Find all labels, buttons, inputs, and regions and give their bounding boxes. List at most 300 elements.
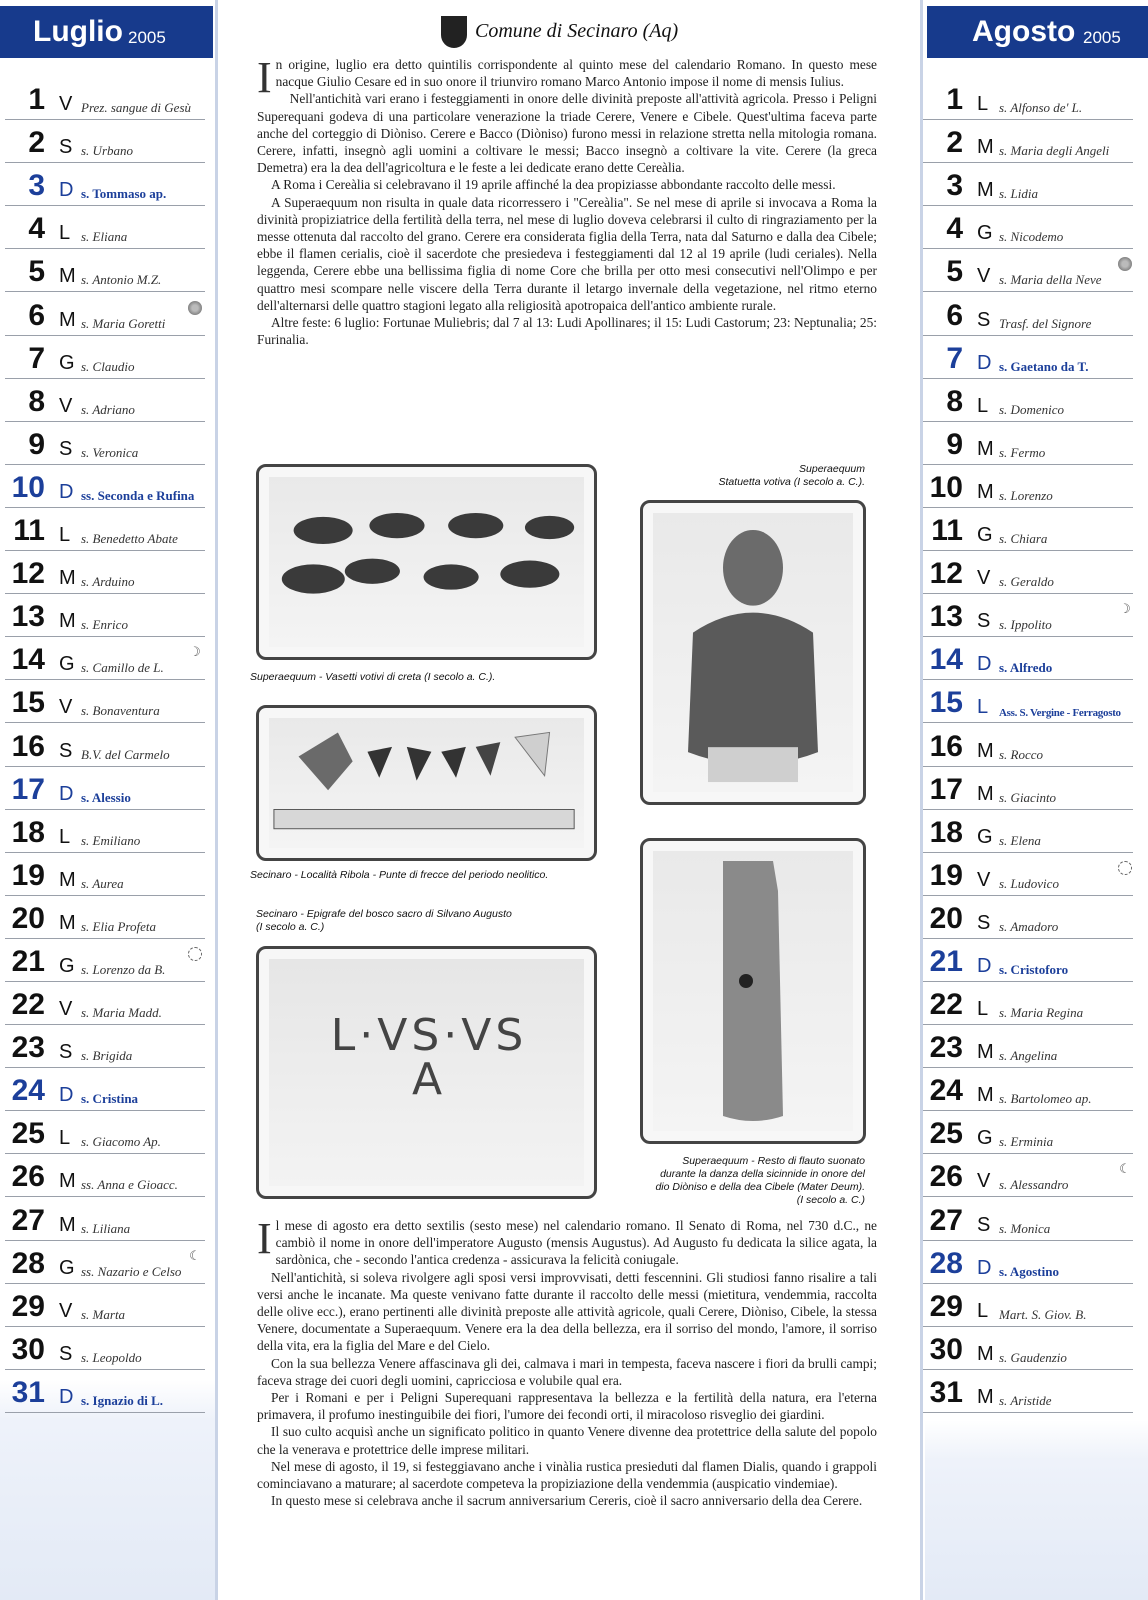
weekday-letter: L [977, 696, 989, 719]
day-number: 18 [11, 815, 45, 849]
photo-vessels [256, 464, 597, 660]
day-number: 1 [28, 83, 45, 117]
saint-name: s. Agostino [999, 1263, 1059, 1279]
saint-name: s. Rocco [999, 746, 1044, 762]
left-divider [215, 0, 218, 1600]
paragraph [257, 1214, 877, 1269]
weekday-letter: G [59, 653, 75, 676]
weekday-letter: D [977, 351, 992, 374]
july-column [0, 0, 215, 1600]
saint-name: s. Benedetto Abate [81, 531, 178, 547]
vessels-image [269, 477, 584, 647]
day-number: 8 [946, 384, 963, 418]
day-number: 2 [28, 126, 45, 160]
calendar-day [5, 1327, 205, 1370]
crest-icon [441, 16, 467, 48]
calendar-day [923, 1197, 1133, 1240]
day-number: 6 [28, 298, 45, 332]
day-number: 23 [11, 1031, 45, 1065]
saint-name: s. Claudio [81, 358, 135, 374]
august-column [925, 0, 1148, 1600]
day-number: 18 [929, 815, 963, 849]
saint-name: s. Cristoforo [999, 961, 1069, 977]
saint-name: s. Geraldo [999, 574, 1054, 590]
weekday-letter: L [59, 825, 71, 848]
month-name: Luglio [33, 15, 123, 48]
paragraph-text: Nell'antichità, si soleva rivolgere agli sposi versi improvvisati, detti fescennini. Gli studiosi fanno risalire a tali versi anche le incanate. Ma queste venivano fatte durante il raccolto delle messi (mietitura, vendemmia, raccolta delle olive ecc.), erano pertinenti alle divinità preposte alle attività agricole, quali Cerere, Diòniso, Cibele, la stessa Venere, documentate a Superaequum. Venere era la dea della bellezza, era il sorriso del mondo, l'amore, il sorriso della vita, era la figlia del Mare e del Cielo. [257, 1269, 877, 1354]
paragraph-text: Con la sua bellezza Venere affascinava gli dei, calmava i mari in tempesta, faceva nascere i fiori da brulli campi; faceva strage dei cuori degli uomini, capricciosa e volubile qual era. [257, 1355, 877, 1388]
paragraph-text: A Superaequum non risulta in quale data ricorressero i "Cereàlia". Se nel mese di aprile si invocava a Roma la divinità propiziatrice della fertilità della terra, nel mese di luglio doveva celebrarsi il culto di ringraziamento per la messe ottenuta dal raccolto del grano. Cerere era considerata figlia della Terra, nata dal Saturno e dalla dea Cibele; ebbe il flamen cerialis, cioè il sacerdote che presiedeva i festeggiamenti dal 12 al 19 aprile (ludi ceriales). Nella leggenda, Cerere ebbe una bellissima figlia di nome Core che brilla per otto mesi consecutivi nell'Olimpo e per quattro mesi scompare nelle viscere della Terra durante il letargo invernale della vegetazione, nel ritmo eterno dell'alternarsi delle quattro stagioni legato alla religiosità apotropaica dell'antico ambiente rurale. [257, 194, 877, 313]
august-day-list [923, 77, 1133, 1413]
july-header [0, 6, 213, 58]
weekday-letter: M [59, 1213, 76, 1236]
day-number: 20 [929, 901, 963, 935]
saint-name: s. Maria degli Angeli [999, 143, 1110, 159]
weekday-letter: M [977, 739, 994, 762]
weekday-letter: M [977, 480, 994, 503]
saint-name: s. Aurea [81, 875, 124, 891]
calendar-day [923, 1370, 1133, 1413]
weekday-letter: D [59, 1084, 74, 1107]
calendar-day [923, 853, 1133, 896]
statuette-image [653, 513, 853, 792]
calendar-day [5, 767, 205, 810]
weekday-letter: D [59, 179, 74, 202]
day-number: 14 [11, 643, 45, 677]
photo-arrowheads [256, 705, 597, 861]
calendar-day [5, 1284, 205, 1327]
weekday-letter: M [59, 1170, 76, 1193]
saint-name: s. Marta [81, 1306, 126, 1322]
saint-name: s. Adriano [81, 401, 135, 417]
paragraph-text: Nell'antichità vari erano i festeggiamenti in onore delle divinità preposte all'attività agricola. Presso i Peligni Superequani godeva di una particolare venerazione la triade Cerere, Venere e Cibele. Quest'ultima faceva parte anche del corteggio di Diòniso. Cerere e Bacco (Diòniso) furono messi in relazione stretta nella mitologia romana. Cerere, infatti, insegnò agli uomini a coltivare le messi; Bacco insegnò a coltivare la vite. Cerere (la greca Demetra) era la dea dell'agricoltura e le feste a lei dedicate erano dette Cereàlia. [257, 91, 877, 176]
saint-name: s. Alfonso de' L. [999, 100, 1083, 116]
day-number: 12 [11, 557, 45, 591]
saint-name: s. Veronica [81, 444, 139, 460]
saint-name: s. Alfredo [999, 660, 1053, 676]
calendar-day [923, 1327, 1133, 1370]
day-number: 11 [931, 514, 963, 548]
saint-name: s. Chiara [999, 531, 1048, 547]
last-quarter-moon-icon: ☾ [1119, 1161, 1131, 1177]
day-number: 28 [929, 1246, 963, 1280]
month-name: Agosto [972, 15, 1076, 48]
calendar-day [923, 120, 1133, 163]
weekday-letter: S [59, 136, 73, 159]
weekday-letter: S [977, 1213, 991, 1236]
day-number: 5 [946, 255, 963, 289]
calendar-day [923, 422, 1133, 465]
calendar-day [923, 680, 1133, 723]
day-number: 17 [11, 772, 45, 806]
saint-name: ss. Anna e Gioacc. [81, 1177, 178, 1193]
calendar-day [923, 551, 1133, 594]
paragraph-text: Nel mese di agosto, il 19, si festeggiavano anche i vinàlia rustica presieduti dal flamen Dialis, quando i grappoli cominciavano a maturare; al sacerdote competeva la propiziazione della vendemmia (auspicatio vindemiae). [257, 1458, 877, 1492]
day-number: 10 [929, 470, 963, 504]
calendar-day [5, 723, 205, 766]
paragraph [257, 194, 877, 314]
day-number: 2 [946, 126, 963, 160]
saint-name: s. Maria Goretti [81, 315, 166, 331]
paragraph-text: l mese di agosto era detto sextilis (sesto mese) nel calendario romano. Il Senato di Roma, nel 730 d.C., ne cambiò il nome in onore dell'imperatore Augusto (mensis Augustus). Ad Augusto fu dedicata la silice agata, la sardònica, che - secondo l'antica credenza - assicurava la felicità coniugale. [275, 1218, 877, 1268]
paragraph [257, 90, 877, 176]
weekday-letter: D [59, 1385, 74, 1408]
day-number: 4 [946, 212, 963, 246]
calendar-day [5, 292, 205, 335]
saint-name: s. Maria della Neve [999, 272, 1102, 288]
calendar-day [923, 1025, 1133, 1068]
day-number: 15 [11, 686, 45, 720]
caption-epigraph: Secinaro - Epigrafe del bosco sacro di Silvano Augusto (I secolo a. C.) [256, 908, 512, 933]
saint-name: s. Lidia [999, 186, 1039, 202]
saint-name: ss. Seconda e Rufina [81, 487, 195, 503]
calendar-day [5, 206, 205, 249]
calendar-day [5, 77, 205, 120]
day-number: 28 [11, 1246, 45, 1280]
calendar-day [923, 939, 1133, 982]
weekday-letter: G [59, 351, 75, 374]
saint-name: s. Urbano [81, 143, 134, 159]
calendar-day [923, 508, 1133, 551]
weekday-letter: S [977, 610, 991, 633]
calendar-day [5, 853, 205, 896]
august-article [257, 1214, 877, 1509]
day-number: 30 [929, 1332, 963, 1366]
weekday-letter: L [59, 524, 71, 547]
weekday-letter: L [59, 222, 71, 245]
day-number: 16 [929, 729, 963, 763]
saint-name: s. Camillo de L. [81, 660, 164, 676]
first-quarter-moon-icon: ☽ [1119, 601, 1131, 617]
july-article [257, 53, 877, 348]
weekday-letter: G [977, 825, 993, 848]
paragraph-text: Altre feste: 6 luglio: Fortunae Muliebris; dal 7 al 13: Ludi Apollinares; il 15: Ludi Castorum; 23: Neptunalia; 25: Furinalia. [257, 315, 877, 348]
calendar-day [5, 982, 205, 1025]
saint-name: s. Arduino [81, 574, 135, 590]
paragraph-text: n origine, luglio era detto quintilis corrispondente al quinto mese del calendario Romano. In questo mese nacque Giulio Cesare ed in suo onore il triunviro romano Marco Antonio impose il nome di mensis Iulius. [275, 57, 877, 90]
saint-name: s. Erminia [999, 1134, 1054, 1150]
calendar-day [923, 767, 1133, 810]
calendar-day [923, 292, 1133, 335]
calendar-day [5, 1197, 205, 1240]
calendar-day [923, 896, 1133, 939]
paragraph [257, 1355, 877, 1389]
saint-name: ss. Nazario e Celso [81, 1263, 182, 1279]
calendar-day [5, 939, 205, 982]
first-quarter-moon-icon: ☽ [189, 644, 201, 660]
calendar-day [5, 249, 205, 292]
day-number: 31 [929, 1375, 963, 1409]
day-number: 24 [11, 1074, 45, 1108]
weekday-letter: M [59, 911, 76, 934]
saint-name: s. Monica [999, 1220, 1051, 1236]
caption-statuette: Superaequum Statuetta votiva (I secolo a. C.). [718, 463, 865, 488]
saint-name: s. Ignazio di L. [81, 1392, 163, 1408]
month-year: 2005 [1083, 28, 1121, 47]
day-number: 26 [11, 1160, 45, 1194]
day-number: 19 [929, 858, 963, 892]
saint-name: s. Elena [999, 832, 1041, 848]
day-number: 29 [929, 1289, 963, 1323]
saint-name: s. Nicodemo [999, 229, 1064, 245]
calendar-day [923, 1068, 1133, 1111]
drop-cap: I [257, 53, 272, 102]
day-number: 1 [946, 83, 963, 117]
weekday-letter: L [977, 1299, 989, 1322]
saint-name: s. Maria Madd. [81, 1005, 162, 1021]
weekday-letter: V [59, 1299, 73, 1322]
caption-arrowheads: Secinaro - Località Ribola - Punte di frecce del periodo neolitico. [250, 869, 549, 881]
paragraph [257, 1269, 877, 1355]
saint-name: s. Bonaventura [81, 703, 160, 719]
saint-name: s. Alessio [81, 789, 131, 805]
calendar-day [5, 508, 205, 551]
saint-name: Mart. S. Giov. B. [999, 1306, 1087, 1322]
saint-name: Trasf. del Signore [999, 315, 1092, 331]
weekday-letter: G [59, 954, 75, 977]
weekday-letter: V [59, 394, 73, 417]
weekday-letter: V [59, 696, 73, 719]
weekday-letter: G [59, 1256, 75, 1279]
calendar-day [5, 594, 205, 637]
saint-name: s. Tommaso ap. [81, 186, 167, 202]
saint-name: s. Gaetano da T. [999, 358, 1089, 374]
last-quarter-moon-icon: ☾ [189, 1247, 201, 1263]
day-number: 31 [11, 1375, 45, 1409]
weekday-letter: D [977, 653, 992, 676]
saint-name: s. Leopoldo [81, 1349, 142, 1365]
weekday-letter: G [977, 222, 993, 245]
saint-name: Prez. sangue di Gesù [81, 100, 192, 116]
day-number: 22 [11, 988, 45, 1022]
calendar-day [923, 465, 1133, 508]
weekday-letter: S [977, 911, 991, 934]
day-number: 21 [929, 944, 963, 978]
weekday-letter: S [59, 739, 73, 762]
page-title: Comune di Secinaro (Aq) [475, 20, 679, 42]
weekday-letter: M [59, 265, 76, 288]
flute-image [653, 851, 853, 1131]
full-moon-icon [1118, 257, 1132, 271]
weekday-letter: M [977, 1342, 994, 1365]
weekday-letter: M [977, 1041, 994, 1064]
saint-name: s. Brigida [81, 1048, 133, 1064]
calendar-day [923, 637, 1133, 680]
day-number: 25 [11, 1117, 45, 1151]
saint-name: s. Giacomo Ap. [81, 1134, 161, 1150]
day-number: 16 [11, 729, 45, 763]
saint-name: B.V. del Carmelo [81, 746, 170, 762]
weekday-letter: M [977, 136, 994, 159]
day-number: 17 [929, 772, 963, 806]
weekday-letter: D [59, 782, 74, 805]
saint-name: Ass. S. Vergine - Ferragosto [999, 707, 1121, 720]
weekday-letter: M [59, 610, 76, 633]
calendar-day [923, 1284, 1133, 1327]
saint-name: s. Eliana [81, 229, 128, 245]
weekday-letter: V [977, 567, 991, 590]
saint-name: s. Gaudenzio [999, 1349, 1067, 1365]
calendar-day [923, 1111, 1133, 1154]
day-number: 10 [11, 470, 45, 504]
day-number: 21 [11, 944, 45, 978]
saint-name: s. Giacinto [999, 789, 1057, 805]
day-number: 23 [929, 1031, 963, 1065]
paragraph [257, 53, 877, 102]
caption-flute: Superaequum - Resto di flauto suonato durante la danza della sicinnide in onore del dio Diòniso e della dea Cibele (Mater Deum). (I secolo a. C.) [655, 1155, 865, 1206]
saint-name: s. Maria Regina [999, 1005, 1084, 1021]
saint-name: s. Angelina [999, 1048, 1058, 1064]
day-number: 27 [929, 1203, 963, 1237]
weekday-letter: V [59, 998, 73, 1021]
calendar-day [5, 637, 205, 680]
saint-name: s. Elia Profeta [81, 918, 156, 934]
weekday-letter: G [977, 524, 993, 547]
calendar-day [923, 723, 1133, 766]
paragraph [257, 314, 877, 348]
weekday-letter: V [59, 93, 73, 116]
day-number: 27 [11, 1203, 45, 1237]
day-number: 8 [28, 384, 45, 418]
calendar-day [5, 1025, 205, 1068]
saint-name: s. Aristide [999, 1392, 1052, 1408]
paragraph-text: A Roma i Cereàlia si celebravano il 19 aprile affinché la dea propiziasse abbondante raccolto delle messi. [271, 177, 836, 193]
day-number: 24 [929, 1074, 963, 1108]
weekday-letter: M [59, 868, 76, 891]
weekday-letter: L [977, 998, 989, 1021]
saint-name: s. Amadoro [999, 918, 1059, 934]
day-number: 14 [929, 643, 963, 677]
day-number: 29 [11, 1289, 45, 1323]
day-number: 15 [929, 686, 963, 720]
calendar-day [5, 896, 205, 939]
saint-name: s. Domenico [999, 401, 1064, 417]
calendar-day [5, 551, 205, 594]
day-number: 26 [929, 1160, 963, 1194]
day-number: 20 [11, 901, 45, 935]
paragraph [257, 176, 877, 193]
august-header [927, 6, 1148, 58]
calendar-day [5, 1370, 205, 1413]
weekday-letter: M [59, 308, 76, 331]
calendar-day [5, 120, 205, 163]
calendar-day [5, 1068, 205, 1111]
calendar-day [5, 680, 205, 723]
day-number: 9 [28, 427, 45, 461]
weekday-letter: M [977, 1385, 994, 1408]
weekday-letter: M [59, 567, 76, 590]
calendar-day [923, 77, 1133, 120]
saint-name: s. Bartolomeo ap. [999, 1091, 1092, 1107]
saint-name: s. Antonio M.Z. [81, 272, 162, 288]
calendar-day [5, 163, 205, 206]
calendar-day [5, 465, 205, 508]
calendar-day [923, 379, 1133, 422]
weekday-letter: D [977, 1256, 992, 1279]
photo-flute [640, 838, 866, 1144]
saint-name: s. Enrico [81, 617, 128, 633]
calendar-day [5, 810, 205, 853]
epigraph-inscription: L·VS·VS A [330, 1010, 528, 1105]
paragraph-text: In questo mese si celebrava anche il sacrum anniversarium Cereris, cioè il sacro anniversario della dea Cerere. [271, 1493, 863, 1509]
day-number: 6 [946, 298, 963, 332]
calendar-day [923, 1241, 1133, 1284]
day-number: 5 [28, 255, 45, 289]
weekday-letter: S [59, 1041, 73, 1064]
day-number: 4 [28, 212, 45, 246]
calendar-day [5, 1154, 205, 1197]
day-number: 22 [929, 988, 963, 1022]
saint-name: s. Liliana [81, 1220, 131, 1236]
paragraph-text: Per i Romani e per i Peligni Superequani rappresentava la bellezza e la fertilità della natura, era l'eterna primavera, il profumo inestinguibile dei fiori, l'umore dei fecondi orti, il miracoloso risveglio dei giardini. [257, 1390, 877, 1423]
calendar-day [5, 1241, 205, 1284]
weekday-letter: G [977, 1127, 993, 1150]
calendar-day [5, 422, 205, 465]
arrowheads-image [269, 718, 584, 848]
day-number: 13 [929, 600, 963, 634]
calendar-day [923, 206, 1133, 249]
day-number: 12 [929, 557, 963, 591]
weekday-letter: M [977, 782, 994, 805]
day-number: 13 [11, 600, 45, 634]
weekday-letter: S [977, 308, 991, 331]
day-number: 11 [13, 514, 45, 548]
drop-cap: I [257, 1214, 272, 1263]
paragraph-text: Il suo culto acquisì anche un significato politico in quanto Venere divenne dea protettrice della salute del popolo che la venerava e protettrice delle imprese militari. [257, 1424, 877, 1457]
saint-name: s. Fermo [999, 444, 1046, 460]
full-moon-icon [188, 301, 202, 315]
day-number: 3 [28, 169, 45, 203]
july-day-list [5, 77, 205, 1413]
calendar-day [923, 594, 1133, 637]
saint-name: s. Ludovico [999, 875, 1059, 891]
caption-vessels: Superaequum - Vasetti votivi di creta (I secolo a. C.). [250, 671, 496, 683]
saint-name: s. Emiliano [81, 832, 141, 848]
new-moon-icon [188, 947, 202, 961]
weekday-letter: L [977, 93, 989, 116]
weekday-letter: S [59, 1342, 73, 1365]
paragraph [257, 1458, 877, 1492]
calendar-day [923, 249, 1133, 292]
paragraph [257, 1492, 877, 1509]
calendar-day [5, 1111, 205, 1154]
weekday-letter: M [977, 179, 994, 202]
month-year: 2005 [128, 28, 166, 47]
saint-name: s. Cristina [81, 1091, 139, 1107]
calendar-day [5, 379, 205, 422]
day-number: 3 [946, 169, 963, 203]
weekday-letter: D [977, 954, 992, 977]
weekday-letter: S [59, 437, 73, 460]
day-number: 9 [946, 427, 963, 461]
weekday-letter: V [977, 265, 991, 288]
weekday-letter: D [59, 480, 74, 503]
photo-epigraph [256, 946, 597, 1199]
calendar-day [5, 336, 205, 379]
saint-name: s. Lorenzo da B. [81, 961, 166, 977]
weekday-letter: M [977, 437, 994, 460]
photo-statuette [640, 500, 866, 805]
day-number: 25 [929, 1117, 963, 1151]
calendar-day [923, 163, 1133, 206]
weekday-letter: V [977, 868, 991, 891]
saint-name: s. Ippolito [999, 617, 1052, 633]
day-number: 19 [11, 858, 45, 892]
calendar-day [923, 336, 1133, 379]
article-column [220, 0, 920, 1600]
calendar-day [923, 810, 1133, 853]
weekday-letter: M [977, 1084, 994, 1107]
